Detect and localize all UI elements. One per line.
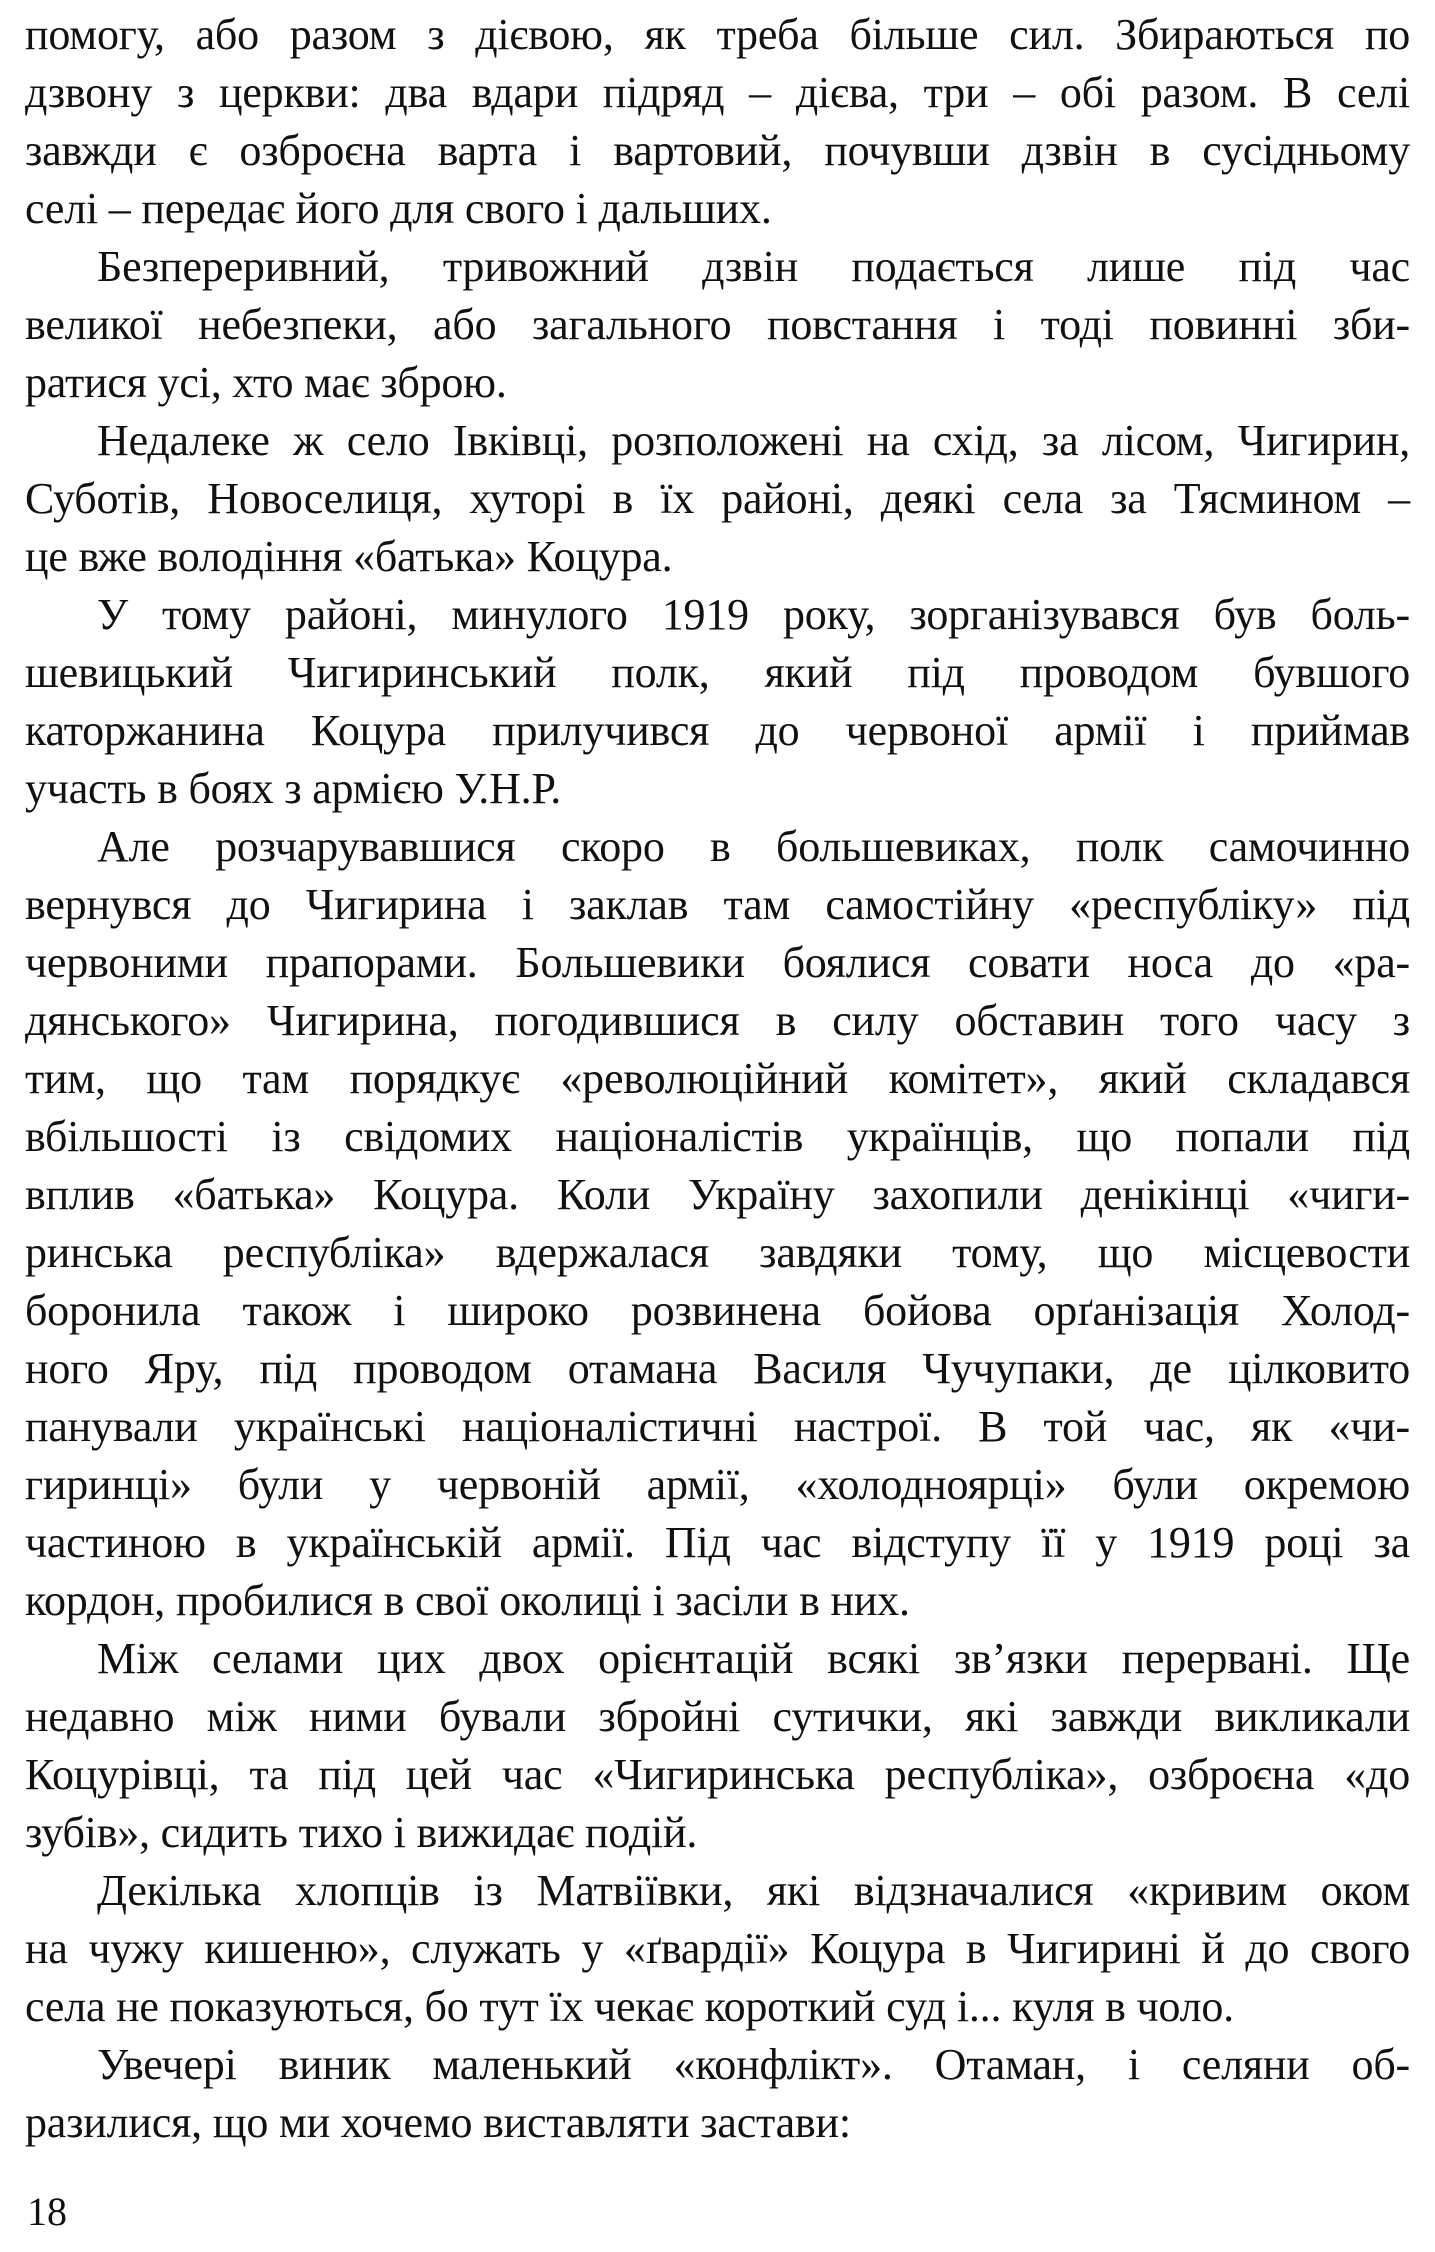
text-line: частиною в українській армії. Під час відступу її у 1919 році за [25, 1518, 1410, 1567]
text-line: гиринці» були у червоній армії, «холодноярці» були окремою [25, 1460, 1410, 1509]
text-line: участь в боях з армією У.Н.Р. [25, 764, 562, 813]
text-line: дзвону з церкви: два вдари підряд – дієва, три – обі разом. В селі [25, 68, 1410, 117]
text-line: недавно між ними бували збройні сутички, які завжди викликали [25, 1692, 1410, 1741]
text-line: ратися усі, хто має зброю. [25, 358, 507, 407]
paragraph [25, 2036, 1410, 2152]
text-line: шевицький Чигиринський полк, який під проводом бувшого [25, 648, 1410, 697]
text-line: боронила також і широко розвинена бойова орґанізація Холод- [25, 1286, 1410, 1335]
text-line: панували українські націоналістичні настрої. В той час, як «чи- [25, 1402, 1410, 1451]
text-line: каторжанина Коцура прилучився до червоної армії і приймав [25, 706, 1410, 755]
paragraph [25, 412, 1410, 586]
text-line: дянського» Чигирина, погодившися в силу обставин того часу з [25, 996, 1410, 1045]
text-line: разилися, що ми хочемо виставляти застави: [25, 2098, 851, 2147]
paragraph [25, 6, 1410, 238]
text-line: Між селами цих двох орієнтацій всякі зв’язки перервані. Ще [97, 1634, 1410, 1683]
text-line: вернувся до Чигирина і заклав там самостійну «республіку» під [25, 880, 1410, 929]
text-line: Декілька хлопців із Матвіївки, які відзначалися «кривим оком [97, 1866, 1410, 1915]
text-line: Безпереривний, тривожний дзвін подається лише під час [97, 242, 1410, 291]
text-line: Увечері виник маленький «конфлікт». Отаман, і селяни об- [97, 2040, 1410, 2089]
text-line: тим, що там порядкує «революційний комітет», який складався [25, 1054, 1410, 1103]
paragraph [25, 1630, 1410, 1862]
text-line: кордон, пробилися в свої околиці і засіли в них. [25, 1576, 910, 1625]
text-line: на чужу кишеню», служать у «ґвардії» Коцура в Чигирині й до свого [25, 1924, 1410, 1973]
text-line: ного Яру, під проводом отамана Василя Чучупаки, де цілковито [25, 1344, 1410, 1393]
text-line: завжди є озброєна варта і вартовий, почувши дзвін в сусідньому [25, 126, 1410, 175]
text-line: села не показуються, бо тут їх чекає короткий суд і... куля в чоло. [25, 1982, 1234, 2031]
text-line: зубів», сидить тихо і вижидає подій. [25, 1808, 698, 1857]
text-line: селі – передає його для свого і дальших. [25, 184, 772, 233]
text-line: Але розчарувавшися скоро в большевиках, полк самочинно [97, 822, 1410, 871]
text-line: У тому районі, минулого 1919 року, зорганізувався був боль- [97, 590, 1410, 639]
text-line: ринська республіка» вдержалася завдяки тому, що місцевости [25, 1228, 1410, 1277]
paragraph [25, 586, 1410, 818]
text-line: Коцурівці, та під цей час «Чигиринська республіка», озброєна «до [25, 1750, 1410, 1799]
text-line: червоними прапорами. Большевики боялися совати носа до «ра- [25, 938, 1410, 987]
paragraph [25, 1862, 1410, 2036]
text-line: помогу, або разом з дієвою, як треба більше сил. Збираються по [25, 10, 1410, 59]
text-line: вплив «батька» Коцура. Коли Україну захопили денікінці «чиги- [25, 1170, 1410, 1219]
body-text [25, 6, 1410, 2152]
text-line: Недалеке ж село Івківці, розположені на схід, за лісом, Чигирин, [97, 416, 1410, 465]
text-line: це вже володіння «батька» Коцура. [25, 532, 673, 581]
page-number: 18 [27, 2189, 67, 2234]
text-line: великої небезпеки, або загального повстання і тоді повинні зби- [25, 300, 1410, 349]
text-line: вбільшості із свідомих націоналістів українців, що попали під [25, 1112, 1410, 1161]
text-line: Суботів, Новоселиця, хуторі в їх районі, деякі села за Тясмином – [25, 474, 1410, 523]
paragraph [25, 238, 1410, 412]
paragraph [25, 818, 1410, 1630]
